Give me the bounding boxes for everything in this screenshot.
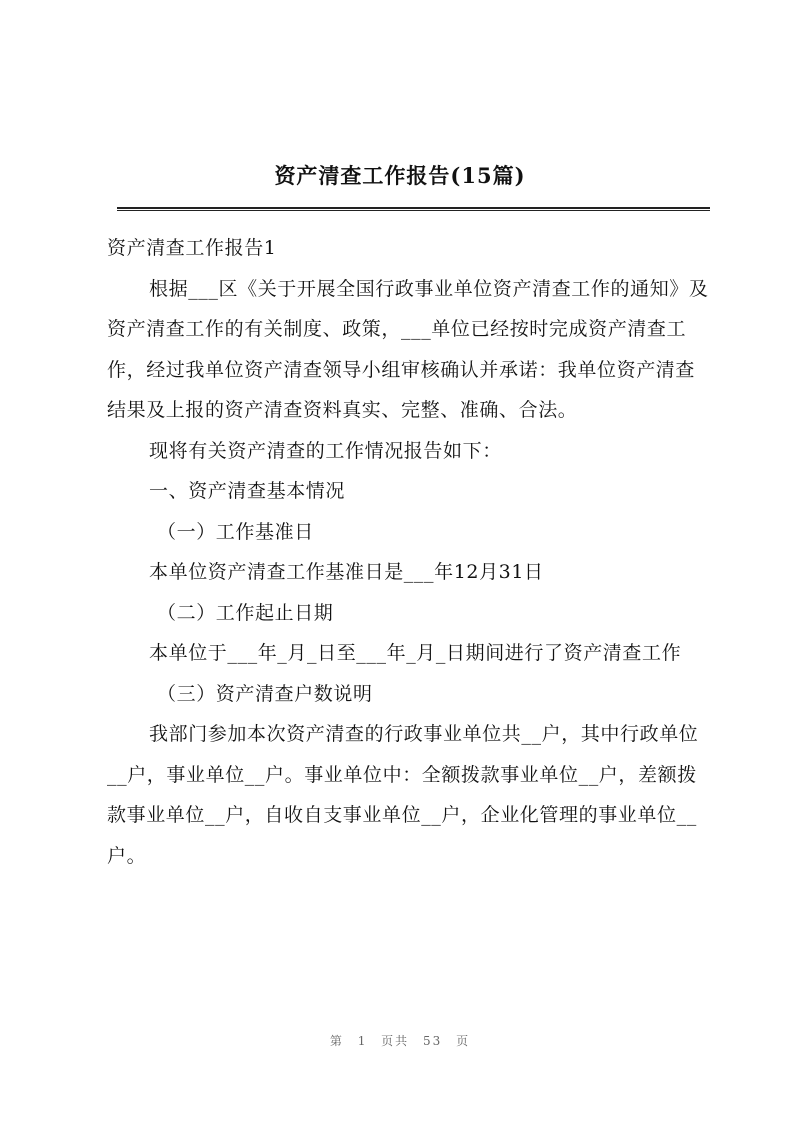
body-paragraph: 我部门参加本次资产清查的行政事业单位共__户，其中行政单位__户，事业单位__户。事业单位中：全额拨款事业单位__户，差额拨款事业单位__户，自收自支事业单位__户，企业化管理的事业单位__户。 [107, 723, 699, 867]
report-lead-paragraph: 现将有关资产清查的工作情况报告如下： [149, 439, 502, 462]
footer-total-pages: 53 [423, 1034, 443, 1048]
intro-paragraph: 根据___区《关于开展全国行政事业单位资产清查工作的通知》及资产清查工作的有关制度、政策，___单位已经按时完成资产清查工作，经过我单位资产清查领导小组审核确认并承诺：我单位资产清查结果及上报的资产清查资料真实、完整、准确、合法。 [107, 277, 709, 421]
document-body [107, 228, 711, 876]
page-footer [0, 1032, 800, 1049]
document-title: 资产清查工作报告(15篇) [274, 163, 526, 188]
footer-total-unit: 页 [456, 1034, 471, 1048]
subsection-heading: （三）资产清查户数说明 [157, 682, 373, 705]
title-divider [117, 207, 710, 211]
footer-page-number: 1 [357, 1034, 368, 1048]
subsection-heading: （二）工作起止日期 [157, 601, 334, 624]
section-heading: 一、资产清查基本情况 [149, 480, 346, 502]
footer-page-label: 第 [329, 1034, 344, 1048]
body-paragraph: 本单位资产清查工作基准日是___年12月31日 [149, 561, 544, 583]
subsection-heading: （一）工作基准日 [157, 520, 314, 543]
body-paragraph: 本单位于___年_月_日至___年_月_日期间进行了资产清查工作 [149, 642, 682, 664]
report-heading: 资产清查工作报告1 [107, 237, 277, 259]
footer-page-unit: 页共 [381, 1034, 410, 1048]
